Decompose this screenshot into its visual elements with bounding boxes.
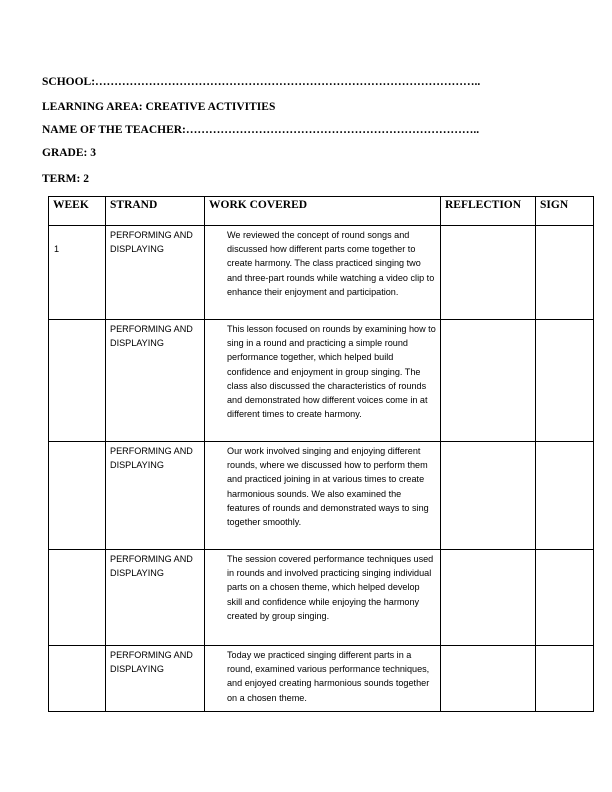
column-header-sign: SIGN [536, 197, 594, 226]
column-header-reflection: REFLECTION [441, 197, 536, 226]
reflection-cell [441, 226, 536, 320]
strand-cell: PERFORMING AND DISPLAYING [106, 550, 205, 646]
table-row [49, 646, 594, 712]
work-covered-cell: We reviewed the concept of round songs and discussed how different parts come together to create harmony. The class practiced singing two and three-part rounds while watching a video clip to enhance their enjoyment and participation. [205, 226, 441, 320]
sign-cell [536, 550, 594, 646]
week-cell [49, 550, 106, 646]
table-row [49, 550, 594, 646]
table-header-row [49, 197, 594, 226]
work-covered-cell: Our work involved singing and enjoying different rounds, where we discussed how to perform them and practiced joining in at various times to create harmonious sounds. We also examined the features of rounds and demonstrated ways to sing together smoothly. [205, 442, 441, 550]
sign-cell [536, 226, 594, 320]
work-covered-cell: This lesson focused on rounds by examining how to sing in a round and practicing a simple round performance together, which helped build confidence and enjoyment in group singing. The class also discussed the characteristics of rounds and demonstrated how different voices come in at different times to create harmony. [205, 320, 441, 442]
table-row [49, 442, 594, 550]
strand-cell: PERFORMING AND DISPLAYING [106, 320, 205, 442]
sign-cell [536, 442, 594, 550]
column-header-work-covered: WORK COVERED [205, 197, 441, 226]
teacher-name-line: NAME OF THE TEACHER:………………………………………………………………….. [42, 124, 480, 136]
school-line: SCHOOL:……………………………………………………………………………………….. [42, 76, 481, 88]
column-header-week: WEEK [49, 197, 106, 226]
strand-cell: PERFORMING AND DISPLAYING [106, 646, 205, 712]
reflection-cell [441, 320, 536, 442]
learning-area-line: LEARNING AREA: CREATIVE ACTIVITIES [42, 101, 276, 113]
week-cell [49, 320, 106, 442]
strand-cell: PERFORMING AND DISPLAYING [106, 226, 205, 320]
column-header-strand: STRAND [106, 197, 205, 226]
week-cell [49, 442, 106, 550]
reflection-cell [441, 646, 536, 712]
week-cell [49, 646, 106, 712]
reflection-cell [441, 442, 536, 550]
reflection-cell [441, 550, 536, 646]
week-cell: 1 [49, 226, 106, 320]
work-covered-table [48, 196, 594, 712]
sign-cell [536, 320, 594, 442]
sign-cell [536, 646, 594, 712]
work-covered-cell: Today we practiced singing different parts in a round, examined various performance techniques, and enjoyed creating harmonious sounds together on a chosen theme. [205, 646, 441, 712]
grade-line: GRADE: 3 [42, 147, 96, 159]
table-row [49, 226, 594, 320]
term-line: TERM: 2 [42, 173, 89, 185]
work-covered-cell: The session covered performance techniques used in rounds and involved practicing singing individual parts on a chosen theme, which helped develop skill and confidence while enjoying the harmony created by group singing. [205, 550, 441, 646]
strand-cell: PERFORMING AND DISPLAYING [106, 442, 205, 550]
table-row [49, 320, 594, 442]
